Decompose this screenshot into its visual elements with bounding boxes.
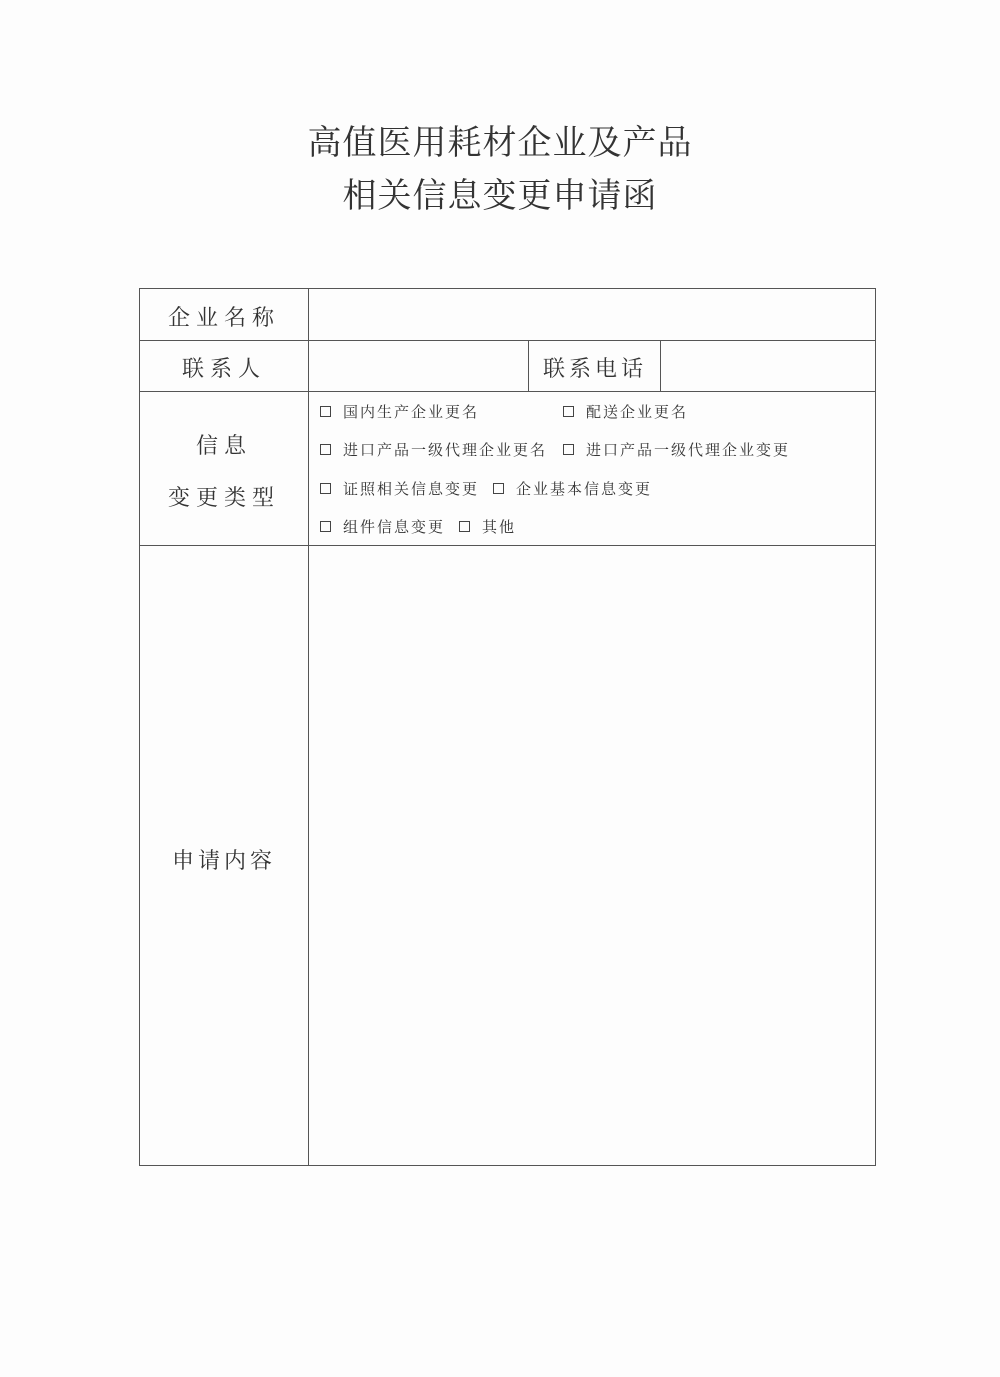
option-component-info-change[interactable]	[320, 516, 445, 537]
change-type-label-line1: 信息	[195, 434, 252, 459]
checkbox-icon[interactable]	[320, 521, 331, 532]
row-divider	[140, 545, 875, 546]
checkbox-icon[interactable]	[320, 483, 331, 494]
option-label: 进口产品一级代理企业变更	[586, 441, 791, 459]
option-import-agent-rename[interactable]	[320, 439, 547, 460]
row-divider	[140, 391, 875, 392]
column-divider	[660, 340, 661, 391]
option-distributor-rename[interactable]	[563, 401, 688, 422]
option-license-info-change[interactable]	[320, 478, 479, 499]
phone-field[interactable]	[662, 342, 872, 390]
contact-field[interactable]	[310, 342, 526, 390]
checkbox-icon[interactable]	[320, 406, 331, 417]
option-label: 证照相关信息变更	[343, 480, 480, 498]
option-other[interactable]	[459, 516, 516, 537]
row-divider	[140, 340, 875, 341]
option-import-agent-change[interactable]	[563, 439, 790, 460]
phone-label: 联系电话	[542, 357, 647, 382]
application-form-table	[139, 288, 876, 1166]
checkbox-icon[interactable]	[493, 483, 504, 494]
contact-label: 联系人	[181, 357, 266, 382]
column-divider	[528, 340, 529, 391]
checkbox-icon[interactable]	[320, 444, 331, 455]
document-title-line1: 高值医用耗材企业及产品	[307, 123, 693, 163]
document-title-line2: 相关信息变更申请函	[342, 176, 658, 216]
checkbox-icon[interactable]	[563, 406, 574, 417]
option-label: 组件信息变更	[343, 518, 446, 536]
option-label: 其他	[482, 518, 517, 536]
option-domestic-manufacturer-rename[interactable]	[320, 401, 479, 422]
change-type-label-line2: 变更类型	[167, 486, 280, 511]
application-content-label: 申请内容	[171, 849, 276, 874]
application-content-field[interactable]	[310, 547, 872, 1162]
column-divider	[308, 289, 309, 1165]
company-name-field[interactable]	[310, 291, 872, 339]
option-company-basic-info-change[interactable]	[493, 478, 652, 499]
option-label: 国内生产企业更名	[343, 403, 480, 421]
checkbox-icon[interactable]	[459, 521, 470, 532]
option-label: 配送企业更名	[586, 403, 689, 421]
option-label: 进口产品一级代理企业更名	[343, 441, 548, 459]
option-label: 企业基本信息变更	[516, 480, 653, 498]
checkbox-icon[interactable]	[563, 444, 574, 455]
company-name-label: 企业名称	[167, 306, 280, 331]
